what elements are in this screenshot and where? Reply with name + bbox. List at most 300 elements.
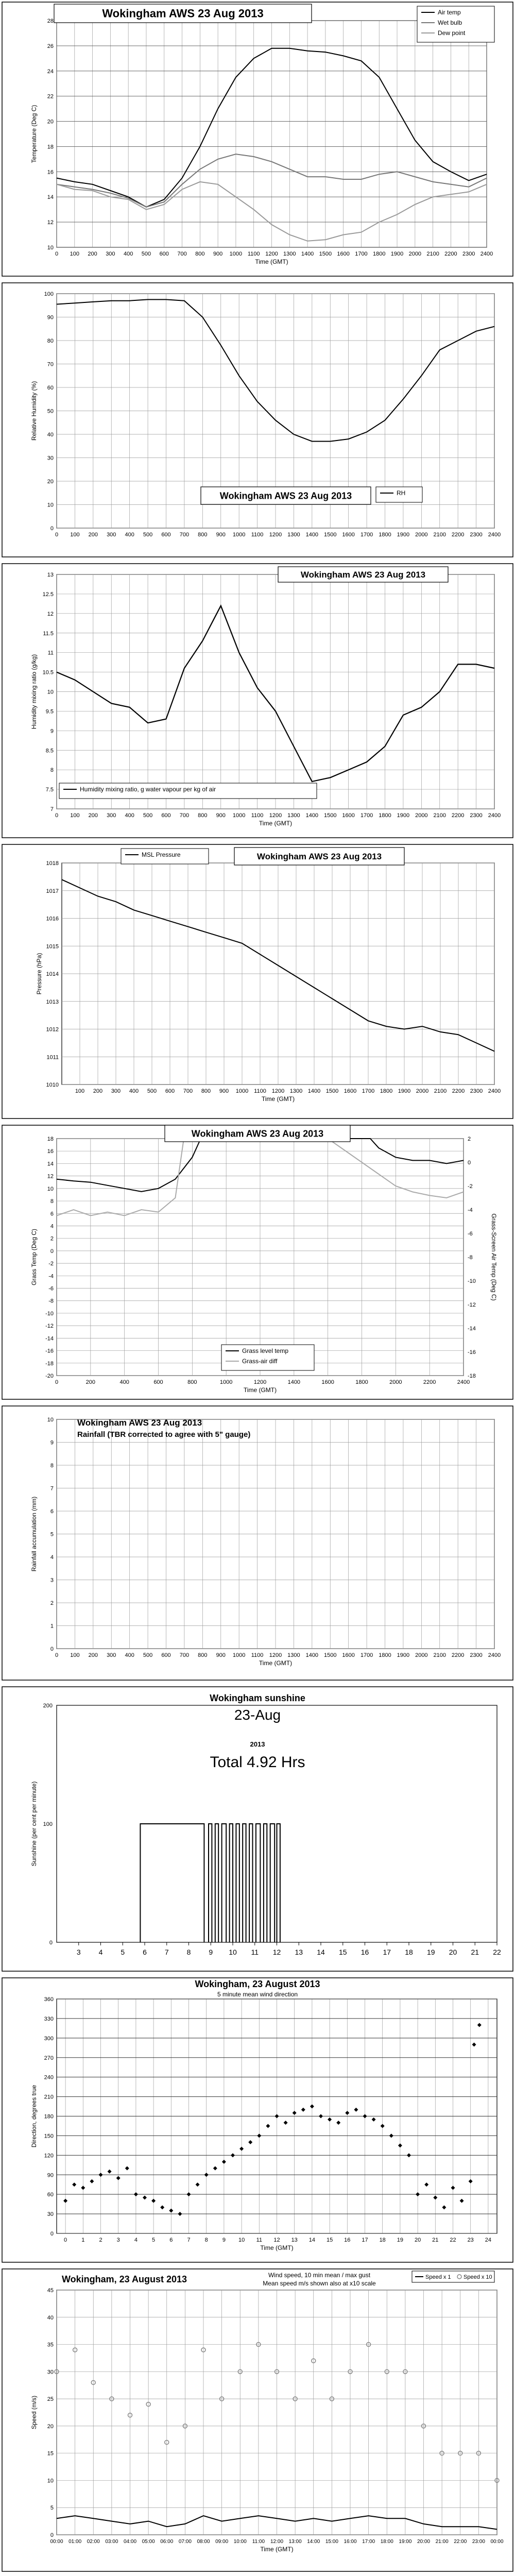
y-tick-label: 20	[47, 2423, 54, 2430]
wind-speed-panel	[0, 2267, 515, 2573]
x-tick-label: 8	[186, 1948, 191, 1956]
y-tick-label: 70	[47, 361, 54, 368]
x-tick-label: 05:00	[142, 2539, 155, 2545]
x-tick-label: 2000	[389, 1379, 402, 1385]
x-tick-label: 00:00	[50, 2539, 63, 2545]
x-tick-label: 11	[251, 1948, 259, 1956]
x-tick-label: 9	[209, 1948, 213, 1956]
y-tick-label: 40	[47, 432, 54, 438]
chart-title: Wokingham sunshine	[210, 1693, 305, 1703]
x-axis-label: Time (GMT)	[255, 258, 288, 265]
x-tick-label: 400	[125, 812, 134, 819]
x-tick-label: 100	[75, 1088, 85, 1094]
y-tick-label: 1016	[46, 916, 59, 922]
x-tick-label: 900	[213, 251, 223, 257]
x-tick-label: 1	[81, 2237, 85, 2243]
y-tick-label: 10	[47, 689, 54, 696]
x-tick-label: 22:00	[454, 2539, 467, 2545]
y-tick-label: 0	[50, 1248, 54, 1255]
y-tick-label: 100	[43, 1821, 53, 1827]
y-tick-label: 12	[47, 1173, 54, 1180]
x-tick-label: 1000	[235, 1088, 249, 1094]
x-axis-label: Time (GMT)	[243, 1386, 277, 1394]
x-tick-label: 500	[143, 812, 153, 819]
legend-entry: Grass level temp	[242, 1347, 289, 1354]
x-tick-label: 700	[179, 1652, 190, 1658]
x-tick-label: 21	[471, 1948, 479, 1956]
y-tick-label: 35	[47, 2342, 54, 2348]
x-axis-label: Time (GMT)	[259, 820, 293, 827]
y-tick-label: 10	[47, 245, 54, 251]
y-tick-label: 10	[47, 502, 54, 509]
x-tick-label: 1600	[342, 532, 355, 538]
x-tick-label: 1800	[355, 1379, 368, 1385]
y-axis-label: Direction, degrees true	[30, 2084, 38, 2148]
x-tick-label: 22	[493, 1948, 501, 1956]
x-tick-label: 1900	[398, 1088, 411, 1094]
y-tick-label: 10	[47, 1417, 54, 1423]
x-tick-label: 500	[141, 251, 151, 257]
x-tick-label: 23:00	[472, 2539, 485, 2545]
x-tick-label: 1500	[324, 1652, 337, 1658]
x-tick-label: 900	[216, 812, 226, 819]
x-tick-label: 06:00	[160, 2539, 174, 2545]
chart-title: Wokingham AWS 23 Aug 2013	[300, 569, 426, 580]
x-tick-label: 2	[99, 2237, 102, 2243]
y-tick-label: 1015	[46, 943, 59, 950]
y-tick-label: 330	[44, 2015, 54, 2022]
x-tick-label: 800	[187, 1379, 197, 1385]
chart-title: Wokingham AWS 23 Aug 2013	[102, 7, 264, 20]
y-axis-label: Relative Humidity (%)	[30, 381, 38, 441]
y-tick-label: 3	[50, 1577, 54, 1584]
x-tick-label: 400	[123, 251, 133, 257]
wind-speed-chart	[0, 2267, 515, 2573]
legend-entry: Wet bulb	[438, 19, 462, 26]
x-tick-label: 1300	[283, 251, 296, 257]
y-tick-label: 0	[49, 1940, 53, 1946]
x-tick-label: 15	[338, 1948, 347, 1956]
chart-subtitle: 5 minute mean wind direction	[217, 1991, 298, 1998]
x-tick-label: 20:00	[417, 2539, 431, 2545]
x-tick-label: 5	[121, 1948, 125, 1956]
x-tick-label: 1800	[379, 1652, 391, 1658]
x-tick-label: 01:00	[68, 2539, 82, 2545]
y-tick-label: 8	[50, 767, 54, 774]
x-tick-label: 8	[204, 2237, 208, 2243]
chart-subtitle: 23-Aug	[234, 1707, 281, 1723]
y-tick-label: 1011	[46, 1054, 59, 1061]
y-tick-label: 0	[50, 2231, 54, 2237]
x-tick-label: 10	[229, 1948, 237, 1956]
pressure-chart	[0, 842, 515, 1121]
x-tick-label: 2300	[470, 1652, 483, 1658]
x-tick-label: 1400	[305, 812, 319, 819]
legend-entry: Dew point	[438, 29, 466, 37]
x-tick-label: 1100	[251, 1652, 264, 1658]
y-tick-label: 18	[47, 144, 54, 150]
mixing-ratio-panel	[0, 562, 515, 840]
x-tick-label: 1800	[380, 1088, 393, 1094]
x-tick-label: 500	[147, 1088, 157, 1094]
y-tick-label: 210	[44, 2094, 54, 2100]
x-tick-label: 14	[308, 2237, 316, 2243]
x-tick-label: 08:00	[197, 2539, 210, 2545]
x-tick-label: 1200	[269, 532, 282, 538]
x-tick-label: 0	[55, 1652, 59, 1658]
x-tick-label: 9	[222, 2237, 226, 2243]
x-tick-label: 2000	[416, 1088, 429, 1094]
x-tick-label: 600	[161, 812, 171, 819]
y-tick-label: 30	[47, 2211, 54, 2218]
x-tick-label: 200	[88, 812, 98, 819]
chart-subtitle-2: Mean speed m/s shown also at x10 scale	[263, 2280, 376, 2287]
y-tick-label: -16	[45, 1348, 54, 1354]
x-tick-label: 13	[295, 1948, 303, 1956]
x-tick-label: 1700	[360, 812, 373, 819]
x-tick-label: 1400	[305, 1652, 319, 1658]
wind-direction-chart	[0, 1976, 515, 2264]
x-tick-label: 1100	[251, 532, 264, 538]
x-tick-label: 500	[143, 1652, 153, 1658]
x-tick-label: 21	[432, 2237, 439, 2243]
y-axis-label: Temperature (Deg C)	[30, 105, 38, 163]
y-tick-label: 24	[47, 68, 54, 75]
y-tick-label: -6	[48, 1285, 54, 1292]
y-tick-label: 2	[50, 1600, 54, 1606]
x-tick-label: 600	[161, 532, 171, 538]
y-tick-label: 28	[47, 18, 54, 24]
chart-subtitle: Wind speed, 10 min mean / max gust	[268, 2272, 371, 2279]
wind-direction-panel	[0, 1976, 515, 2264]
x-tick-label: 07:00	[178, 2539, 192, 2545]
y-tick-label: 30	[47, 455, 54, 462]
x-tick-label: 900	[216, 1652, 226, 1658]
y-tick-label: 45	[47, 2287, 54, 2294]
x-tick-label: 600	[153, 1379, 163, 1385]
y-tick-label: 0	[50, 526, 54, 532]
y-tick-label: 1018	[46, 860, 59, 867]
y2-tick-label: 0	[468, 1160, 471, 1166]
grass-temperature-chart	[0, 1123, 515, 1401]
x-tick-label: 1700	[360, 1652, 373, 1658]
y-tick-label: 1012	[46, 1026, 59, 1033]
x-tick-label: 6	[169, 2237, 173, 2243]
x-tick-label: 04:00	[123, 2539, 137, 2545]
chart-title: Wokingham, 23 August 2013	[62, 2274, 187, 2284]
y-tick-label: 10	[47, 2478, 54, 2484]
x-tick-label: 11	[256, 2237, 263, 2243]
y-tick-label: 1017	[46, 888, 59, 894]
x-tick-label: 1900	[397, 1652, 410, 1658]
x-tick-label: 200	[88, 251, 97, 257]
y-tick-label: 40	[47, 2314, 54, 2321]
x-tick-label: 17	[362, 2237, 368, 2243]
x-axis-label: Time (GMT)	[260, 2244, 294, 2251]
y-tick-label: 1010	[46, 1082, 59, 1088]
x-tick-label: 13:00	[288, 2539, 302, 2545]
x-tick-label: 200	[93, 1088, 103, 1094]
y-tick-label: 240	[44, 2074, 54, 2081]
y2-tick-label: -4	[468, 1207, 473, 1213]
y-tick-label: 300	[44, 2035, 54, 2042]
x-tick-label: 2300	[470, 1088, 483, 1094]
x-tick-label: 1900	[397, 532, 410, 538]
x-axis-label: Time (GMT)	[259, 1659, 293, 1667]
y-axis-label: Humidity mixing ratio (g/kg)	[30, 654, 38, 730]
x-tick-label: 3	[116, 2237, 120, 2243]
x-tick-label: 2200	[451, 1652, 465, 1658]
y-tick-label: 60	[47, 385, 54, 391]
chart-title: Wokingham AWS 23 Aug 2013	[219, 490, 352, 501]
x-tick-label: 600	[161, 1652, 171, 1658]
y-tick-label: -18	[45, 1360, 54, 1367]
y-tick-label: 7	[50, 1485, 54, 1492]
x-tick-label: 1500	[324, 532, 337, 538]
x-tick-label: 900	[219, 1088, 229, 1094]
x-tick-label: 100	[70, 1652, 80, 1658]
x-tick-label: 1300	[287, 532, 300, 538]
y-tick-label: 0	[50, 1646, 54, 1652]
y-tick-label: 10	[47, 1185, 54, 1192]
y-tick-label: 4	[50, 1554, 54, 1561]
x-tick-label: 2200	[451, 812, 465, 819]
legend-entry: Speed x 1	[425, 2274, 451, 2280]
x-tick-label: 1600	[344, 1088, 357, 1094]
chart-year: 2013	[250, 1740, 265, 1748]
x-tick-label: 2100	[426, 251, 439, 257]
relative-humidity-chart	[0, 281, 515, 559]
y-tick-label: 14	[47, 1161, 54, 1167]
y-tick-label: 15	[47, 2450, 54, 2457]
mixing-ratio-chart	[0, 562, 515, 840]
x-tick-label: 1500	[319, 251, 332, 257]
y-tick-label: 10.5	[42, 669, 54, 676]
x-tick-label: 1300	[287, 1652, 300, 1658]
rainfall-chart	[0, 1404, 515, 1682]
legend-entry: Humidity mixing ratio, g water vapour per kg of air	[80, 786, 216, 793]
x-tick-label: 1500	[325, 1088, 339, 1094]
x-tick-label: 16:00	[344, 2539, 357, 2545]
y2-axis-label: Grass-Screen Air Temp (Deg C)	[490, 1213, 497, 1301]
sunshine-total: Total 4.92 Hrs	[210, 1754, 305, 1771]
x-tick-label: 16	[360, 1948, 369, 1956]
x-tick-label: 20	[414, 2237, 421, 2243]
x-tick-label: 18:00	[380, 2539, 393, 2545]
x-tick-label: 1500	[324, 812, 337, 819]
y-tick-label: 9	[50, 1439, 54, 1446]
x-axis-label: Time (GMT)	[260, 2546, 294, 2553]
y-tick-label: 4	[50, 1223, 54, 1230]
x-tick-label: 400	[129, 1088, 139, 1094]
x-tick-label: 1600	[342, 1652, 355, 1658]
x-tick-label: 800	[198, 812, 208, 819]
x-tick-label: 1000	[232, 532, 246, 538]
x-tick-label: 19	[397, 2237, 404, 2243]
y-tick-label: 60	[47, 2192, 54, 2198]
x-tick-label: 03:00	[105, 2539, 118, 2545]
y2-tick-label: -10	[468, 1278, 476, 1284]
x-tick-label: 1100	[247, 251, 260, 257]
x-tick-label: 12:00	[270, 2539, 284, 2545]
y-tick-label: 18	[47, 1136, 54, 1142]
y-tick-label: 6	[50, 1509, 54, 1515]
x-tick-label: 2400	[480, 251, 493, 257]
y-tick-label: 90	[47, 2172, 54, 2179]
x-tick-label: 1200	[271, 1088, 285, 1094]
y-tick-label: 270	[44, 2055, 54, 2061]
x-tick-label: 500	[143, 532, 153, 538]
x-tick-label: 1000	[232, 1652, 246, 1658]
x-tick-label: 200	[85, 1379, 96, 1385]
x-tick-label: 19	[426, 1948, 435, 1956]
x-tick-label: 14	[317, 1948, 325, 1956]
x-tick-label: 1800	[379, 532, 391, 538]
y-tick-label: 20	[47, 118, 54, 125]
y-tick-label: 5	[50, 1531, 54, 1538]
x-tick-label: 800	[195, 251, 205, 257]
x-tick-label: 100	[70, 532, 80, 538]
x-tick-label: 23	[467, 2237, 474, 2243]
x-tick-label: 2100	[433, 1652, 446, 1658]
x-tick-label: 0	[64, 2237, 67, 2243]
x-tick-label: 1400	[307, 1088, 321, 1094]
x-tick-label: 300	[107, 1652, 116, 1658]
x-tick-label: 400	[125, 1652, 134, 1658]
y-tick-label: 180	[44, 2113, 54, 2120]
y-tick-label: 9.5	[45, 708, 54, 715]
rainfall-panel	[0, 1404, 515, 1682]
y-tick-label: -8	[48, 1298, 54, 1304]
x-tick-label: 1600	[342, 812, 355, 819]
x-tick-label: 1300	[289, 1088, 303, 1094]
y-tick-label: -10	[45, 1310, 54, 1317]
x-tick-label: 0	[55, 251, 59, 257]
y-tick-label: 9	[50, 728, 54, 735]
y-tick-label: 100	[44, 291, 54, 297]
y-tick-label: -14	[45, 1335, 54, 1342]
x-tick-label: 2100	[433, 532, 446, 538]
x-tick-label: 300	[111, 1088, 121, 1094]
x-tick-label: 1600	[337, 251, 350, 257]
x-tick-label: 18	[379, 2237, 386, 2243]
y-tick-label: 13	[47, 572, 54, 578]
y-axis-label: Sunshine (per cent per minute)	[30, 1781, 38, 1867]
x-tick-label: 1400	[301, 251, 314, 257]
y-tick-label: -4	[48, 1273, 54, 1280]
x-tick-label: 700	[177, 251, 187, 257]
y-tick-label: 14	[47, 194, 54, 201]
x-tick-label: 12	[272, 1948, 281, 1956]
x-tick-label: 700	[183, 1088, 193, 1094]
y-tick-label: 12	[47, 219, 54, 226]
grass-temperature-panel	[0, 1123, 515, 1401]
x-tick-label: 900	[216, 532, 226, 538]
x-tick-label: 2100	[433, 812, 446, 819]
x-tick-label: 2400	[488, 532, 501, 538]
y2-tick-label: -18	[468, 1373, 476, 1379]
legend-entry: Air temp	[438, 9, 461, 16]
x-tick-label: 2100	[434, 1088, 447, 1094]
x-tick-label: 2000	[415, 1652, 428, 1658]
legend-entry: Speed x 10	[464, 2274, 492, 2280]
x-tick-label: 2400	[457, 1379, 470, 1385]
x-tick-label: 10:00	[233, 2539, 247, 2545]
x-tick-label: 3	[76, 1948, 81, 1956]
legend-entry: Grass-air diff	[242, 1358, 278, 1365]
y-tick-label: 6	[50, 1211, 54, 1217]
x-tick-label: 1700	[362, 1088, 375, 1094]
x-tick-label: 1700	[355, 251, 368, 257]
y-tick-label: 2	[50, 1235, 54, 1242]
y-tick-label: 80	[47, 338, 54, 344]
y-tick-label: -2	[48, 1261, 54, 1267]
x-tick-label: 300	[107, 532, 116, 538]
x-tick-label: 17:00	[362, 2539, 375, 2545]
x-tick-label: 1100	[254, 1088, 266, 1094]
y-tick-label: -20	[45, 1373, 54, 1379]
x-tick-label: 1400	[287, 1379, 301, 1385]
y-tick-label: 7.5	[45, 787, 54, 793]
x-tick-label: 600	[165, 1088, 175, 1094]
x-tick-label: 18	[405, 1948, 413, 1956]
x-tick-label: 2000	[408, 251, 422, 257]
x-tick-label: 14:00	[307, 2539, 320, 2545]
x-tick-label: 22	[450, 2237, 456, 2243]
x-tick-label: 0	[55, 532, 59, 538]
x-tick-label: 1900	[390, 251, 404, 257]
y-tick-label: 8	[50, 1198, 54, 1205]
x-tick-label: 2400	[488, 1088, 501, 1094]
y-tick-label: 30	[47, 2369, 54, 2376]
x-tick-label: 1300	[287, 812, 300, 819]
y-tick-label: 120	[44, 2153, 54, 2159]
x-tick-label: 700	[179, 812, 190, 819]
x-tick-label: 1600	[321, 1379, 334, 1385]
y-tick-label: 11.5	[43, 630, 54, 637]
y-tick-label: 1	[50, 1623, 54, 1630]
y-tick-label: 200	[43, 1703, 53, 1709]
x-tick-label: 400	[119, 1379, 129, 1385]
x-tick-label: 2300	[470, 812, 483, 819]
x-tick-label: 1900	[397, 812, 410, 819]
air-temperature-chart	[0, 0, 515, 278]
x-tick-label: 2400	[488, 1652, 501, 1658]
x-tick-label: 1800	[379, 812, 391, 819]
x-tick-label: 100	[70, 251, 79, 257]
y2-tick-label: -12	[468, 1302, 476, 1308]
air-temperature-panel	[0, 0, 515, 278]
chart-title: Wokingham AWS 23 Aug 2013	[256, 851, 382, 861]
y2-tick-label: 2	[468, 1136, 471, 1142]
y-tick-label: 26	[47, 43, 54, 49]
y-axis-label: Rainfall accumulation (mm)	[30, 1496, 38, 1572]
y-tick-label: 8.5	[45, 748, 54, 754]
pressure-panel	[0, 842, 515, 1121]
y2-tick-label: -8	[468, 1255, 473, 1261]
y2-tick-label: -16	[468, 1349, 476, 1355]
chart-title: Wokingham AWS 23 Aug 2013	[77, 1418, 202, 1428]
x-tick-label: 7	[164, 1948, 169, 1956]
x-axis-label: Time (GMT)	[261, 1095, 295, 1103]
x-tick-label: 09:00	[215, 2539, 229, 2545]
x-tick-label: 20	[449, 1948, 457, 1956]
x-tick-label: 4	[134, 2237, 138, 2243]
x-tick-label: 2200	[423, 1379, 436, 1385]
x-tick-label: 5	[152, 2237, 156, 2243]
y-tick-label: 360	[44, 1996, 54, 2003]
x-tick-label: 10	[238, 2237, 245, 2243]
